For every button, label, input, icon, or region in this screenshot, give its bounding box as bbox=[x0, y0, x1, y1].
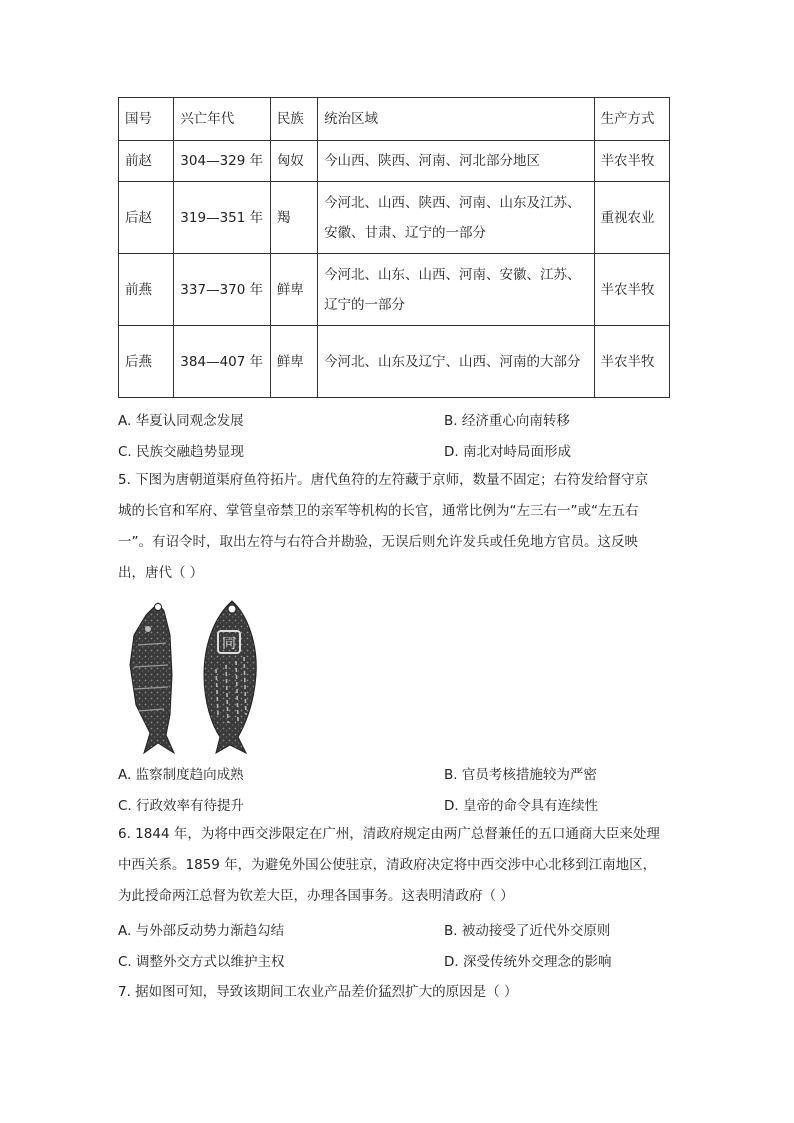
q6-line: 6. 1844 年，为将中西交涉限定在广州，清政府规定由两广总督兼任的五口通商大臣来处理 bbox=[118, 826, 660, 842]
table-cell: 鲜卑 bbox=[270, 326, 317, 398]
q5-option-d[interactable]: D. 皇帝的命令具有连续性 bbox=[444, 798, 598, 814]
q5-option-a[interactable]: A. 监察制度趋向成熟 bbox=[118, 767, 244, 783]
fish-glyph: 同 bbox=[222, 636, 236, 652]
q6-stem bbox=[118, 819, 678, 912]
table-cell: 319—351 年 bbox=[174, 182, 271, 254]
table-header-cell: 生产方式 bbox=[594, 98, 669, 141]
table-cell: 羯 bbox=[270, 182, 317, 254]
table-header-cell: 兴亡年代 bbox=[174, 98, 271, 141]
table-cell: 后燕 bbox=[119, 326, 174, 398]
q5-stem bbox=[118, 465, 678, 589]
table-cell: 384—407 年 bbox=[174, 326, 271, 398]
table-cell: 匈奴 bbox=[270, 141, 317, 182]
q6-option-b[interactable]: B. 被动接受了近代外交原则 bbox=[444, 923, 611, 939]
table-cell: 前赵 bbox=[119, 141, 174, 182]
q4-option-d[interactable]: D. 南北对峙局面形成 bbox=[444, 444, 571, 460]
table-cell: 今河北、山西、陕西、河南、山东及江苏、安徽、甘肃、辽宁的一部分 bbox=[318, 182, 595, 254]
table-cell: 半农半牧 bbox=[594, 141, 669, 182]
q5-line: 5. 下图为唐朝道渠府鱼符拓片。唐代鱼符的左符藏于京师，数量不固定；右符发给督守京 bbox=[118, 472, 649, 488]
q6-line: 中西关系。1859 年，为避免外国公使驻京，清政府决定将中西交涉中心北移到江南地区， bbox=[118, 857, 657, 873]
table-row bbox=[119, 326, 670, 398]
right-fish-half bbox=[204, 601, 256, 753]
table-cell: 鲜卑 bbox=[270, 254, 317, 326]
fish-tally-rubbing-image bbox=[120, 595, 260, 755]
q5-line: 城的长官和军府、掌管皇帝禁卫的亲军等机构的长官，通常比例为“左三右一”或“左五右 bbox=[118, 503, 639, 519]
dynasty-table bbox=[118, 97, 670, 398]
q4-option-b[interactable]: B. 经济重心向南转移 bbox=[444, 413, 570, 429]
table-cell: 重视农业 bbox=[594, 182, 669, 254]
table-header-cell: 民族 bbox=[270, 98, 317, 141]
q7-stem: 7. 据如图可知，导致该期间工农业产品差价猛烈扩大的原因是（ ） bbox=[118, 984, 518, 1000]
table-cell: 后赵 bbox=[119, 182, 174, 254]
table-cell: 前燕 bbox=[119, 254, 174, 326]
table-row bbox=[119, 182, 670, 254]
table-row bbox=[119, 254, 670, 326]
q4-option-a[interactable]: A. 华夏认同观念发展 bbox=[118, 413, 244, 429]
q5-option-c[interactable]: C. 行政效率有待提升 bbox=[118, 798, 245, 814]
table-header-cell: 国号 bbox=[119, 98, 174, 141]
table-header-cell: 统治区域 bbox=[318, 98, 595, 141]
table-cell: 今河北、山东、山西、河南、安徽、江苏、辽宁的一部分 bbox=[318, 254, 595, 326]
table-cell: 304—329 年 bbox=[174, 141, 271, 182]
q4-option-c[interactable]: C. 民族交融趋势显现 bbox=[118, 444, 245, 460]
q6-option-a[interactable]: A. 与外部反动势力渐趋勾结 bbox=[118, 923, 285, 939]
table-row bbox=[119, 141, 670, 182]
table-cell: 半农半牧 bbox=[594, 326, 669, 398]
table-cell: 今山西、陕西、河南、河北部分地区 bbox=[318, 141, 595, 182]
table-cell: 今河北、山东及辽宁、山西、河南的大部分 bbox=[318, 326, 595, 398]
q6-line: 为此授命两江总督为钦差大臣，办理各国事务。这表明清政府（ ） bbox=[118, 888, 514, 904]
table-cell: 337—370 年 bbox=[174, 254, 271, 326]
q6-option-d[interactable]: D. 深受传统外交理念的影响 bbox=[444, 954, 612, 970]
q5-option-b[interactable]: B. 官员考核措施较为严密 bbox=[444, 767, 597, 783]
left-fish-half bbox=[130, 603, 174, 753]
q5-line: 出，唐代（ ） bbox=[118, 565, 204, 581]
table-cell: 半农半牧 bbox=[594, 254, 669, 326]
q5-line: 一”。有诏令时，取出左符与右符合并勘验，无误后则允许发兵或任免地方官员。这反映 bbox=[118, 534, 638, 550]
fish-tally-svg bbox=[120, 595, 260, 755]
table-header-row bbox=[119, 98, 670, 141]
q6-option-c[interactable]: C. 调整外交方式以维护主权 bbox=[118, 954, 285, 970]
